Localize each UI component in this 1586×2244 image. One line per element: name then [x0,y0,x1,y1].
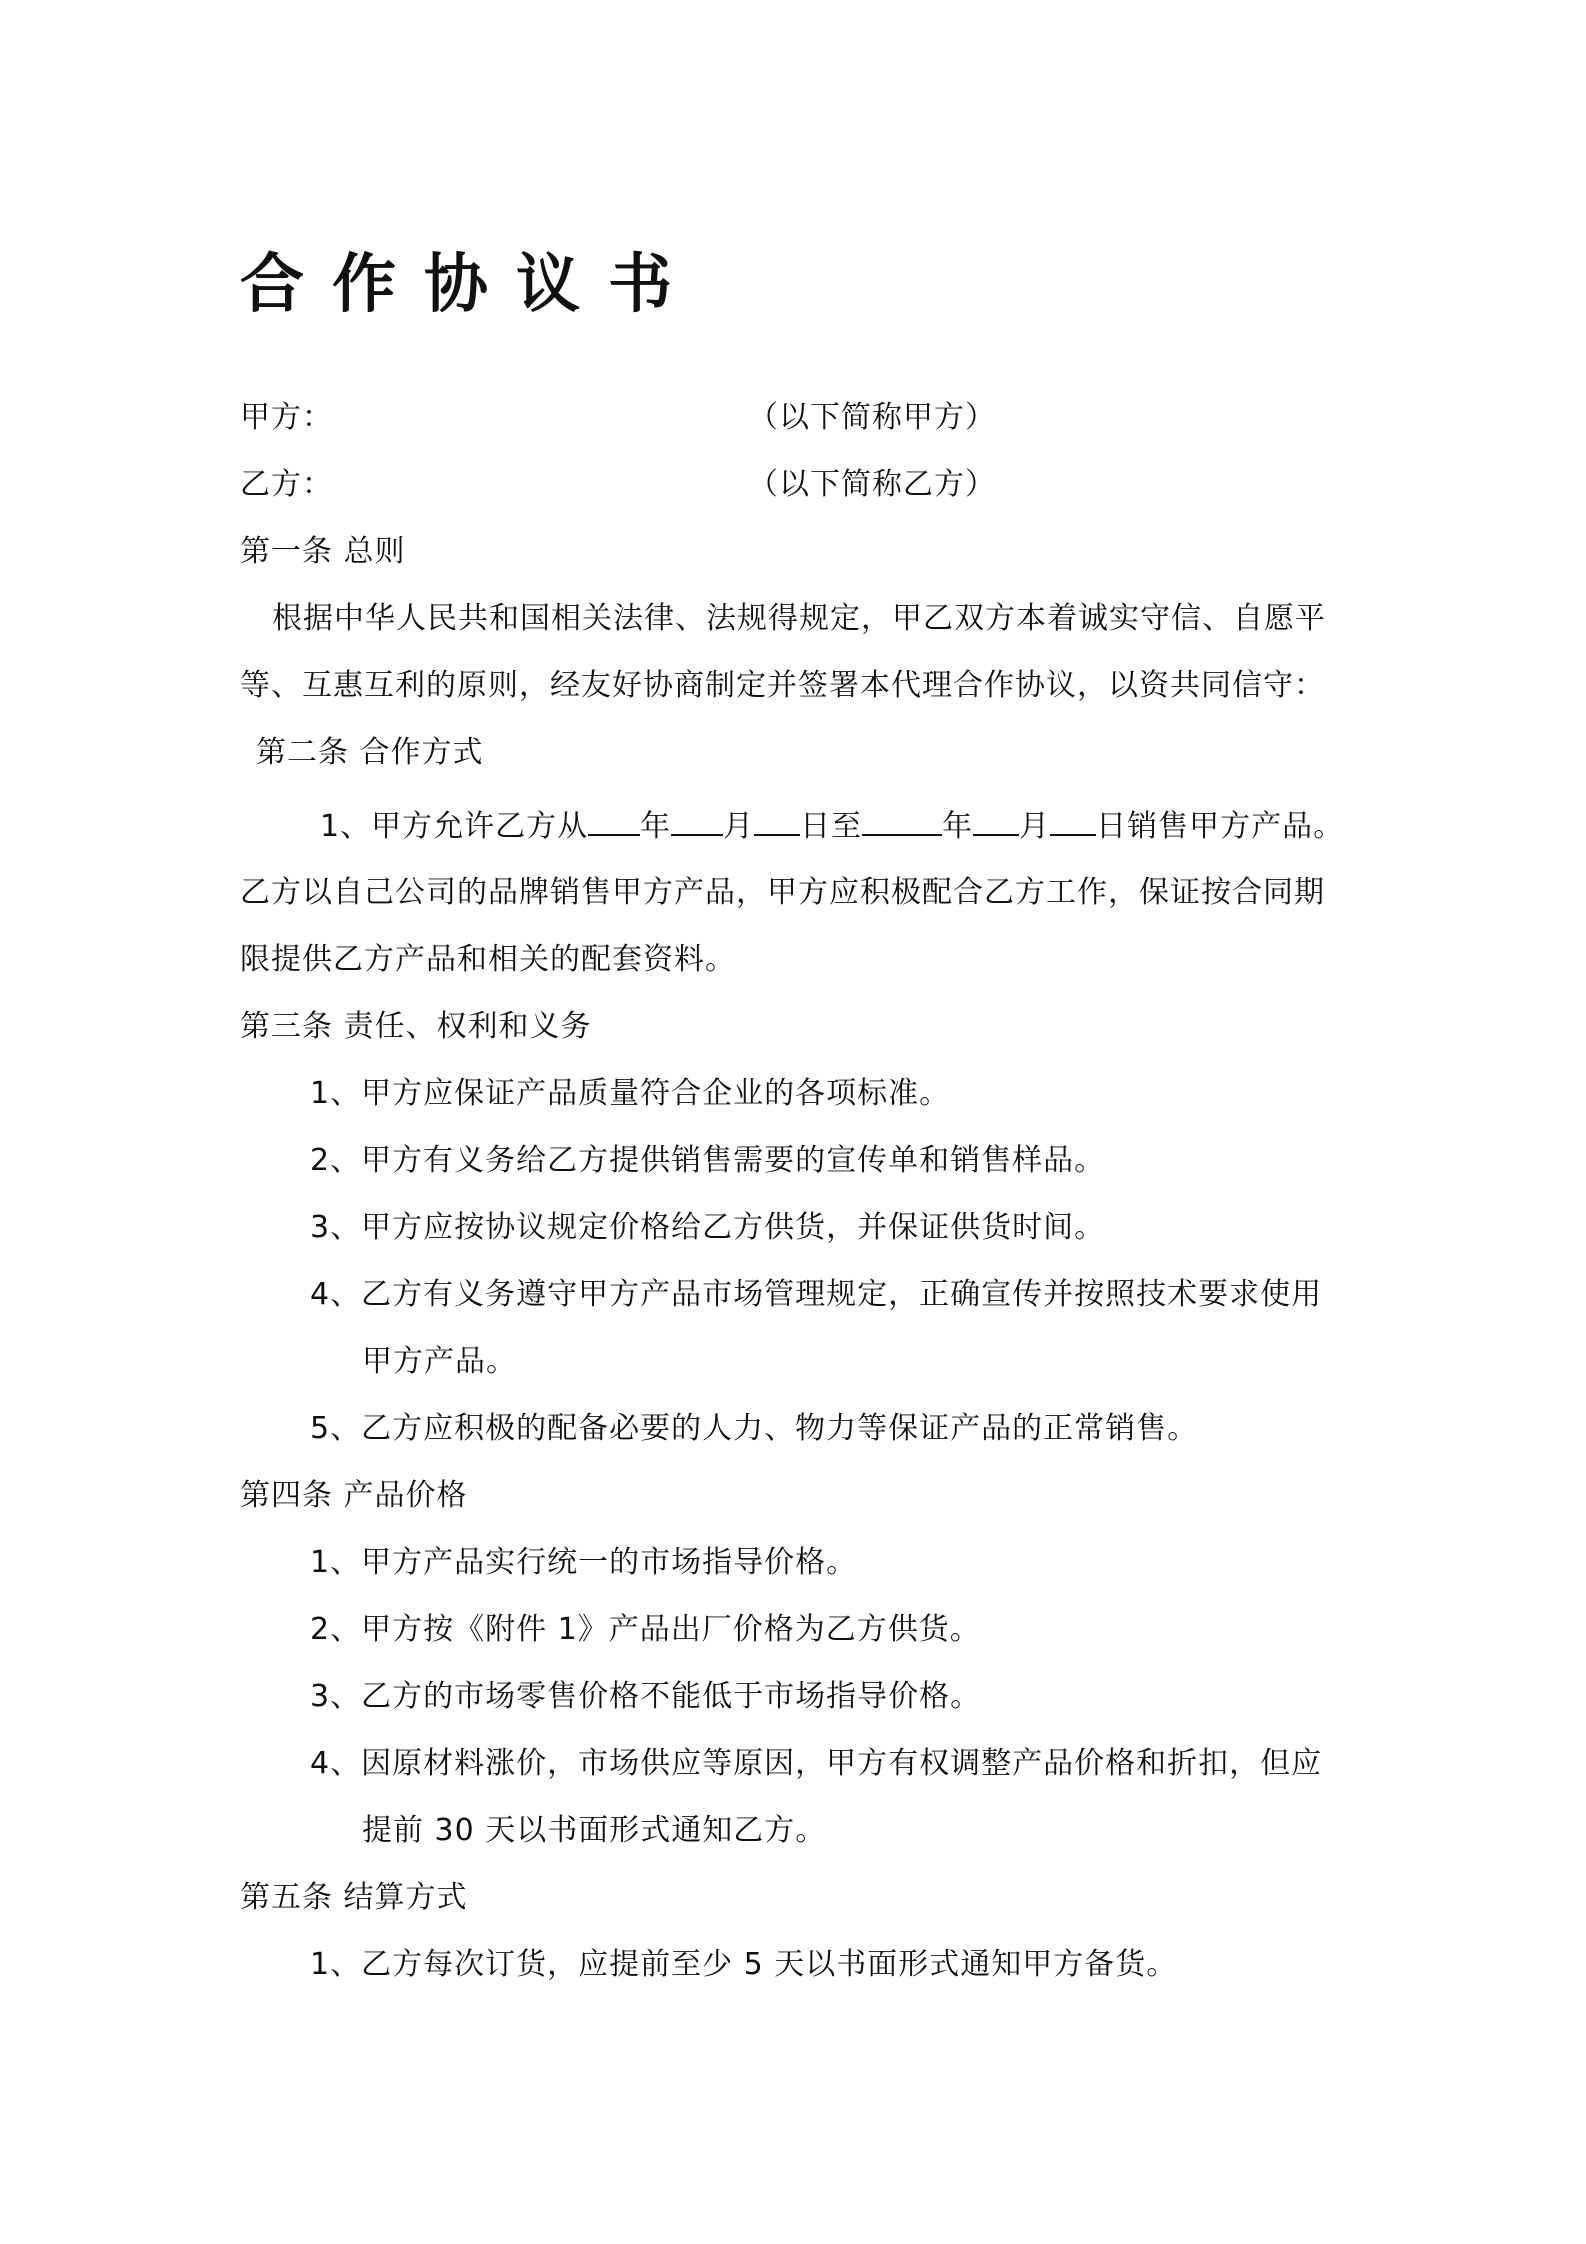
article4-item-4-cont: 提前 30 天以书面形式通知乙方。 [362,1813,827,1848]
article3-item-4-cont: 甲方产品。 [362,1344,517,1379]
party-a-label: 甲方： [240,400,333,435]
party-b-label: 乙方： [240,467,333,502]
article3-item-5: 5、乙方应积极的配备必要的人力、物力等保证产品的正常销售。 [310,1411,1199,1446]
month-label-2: 月 [1019,809,1051,844]
article3-heading: 第三条 责任、权利和义务 [240,1009,592,1044]
article2-heading: 第二条 合作方式 [256,735,484,770]
party-a-alias: （以下简称甲方） [748,400,996,435]
article5-heading: 第五条 结算方式 [240,1880,468,1915]
year-blank-1[interactable] [588,806,640,836]
article4-item-2: 2、甲方按《附件 1》产品出厂价格为乙方供货。 [310,1612,981,1647]
article4-item-4: 4、因原材料涨价，市场供应等原因，甲方有权调整产品价格和折扣，但应 [310,1746,1323,1781]
article4-heading: 第四条 产品价格 [240,1478,468,1513]
article3-item-2: 2、甲方有义务给乙方提供销售需要的宣传单和销售样品。 [310,1143,1106,1178]
article1-text-line1: 根据中华人民共和国相关法律、法规得规定，甲乙双方本着诚实守信、自愿平 [272,601,1326,636]
month-blank-2[interactable] [973,806,1019,836]
article5-item-1: 1、乙方每次订货，应提前至少 5 天以书面形式通知甲方备货。 [310,1947,1178,1982]
article2-item1-line3: 限提供乙方产品和相关的配套资料。 [240,942,736,977]
day-blank-1[interactable] [754,806,800,836]
article2-item1-prefix: 1、甲方允许乙方从 [320,809,589,844]
year-label-1: 年 [640,809,672,844]
article3-item-3: 3、甲方应按协议规定价格给乙方供货，并保证供货时间。 [310,1210,1106,1245]
year-label-2: 年 [942,809,974,844]
month-blank-1[interactable] [671,806,723,836]
month-label-1: 月 [723,809,755,844]
day-label-1: 日至 [800,809,863,844]
article2-item1-suffix: 日销售甲方产品。 [1096,809,1345,844]
article3-item-1: 1、甲方应保证产品质量符合企业的各项标准。 [310,1076,951,1111]
year-blank-2[interactable] [862,806,942,836]
article4-item-3: 3、乙方的市场零售价格不能低于市场指导价格。 [310,1679,982,1714]
article2-item1-line2: 乙方以自己公司的品牌销售甲方产品，甲方应积极配合乙方工作，保证按合同期 [240,875,1325,910]
party-b-alias: （以下简称乙方） [748,467,996,502]
article1-heading: 第一条 总则 [240,534,406,569]
article1-text-line2: 等、互惠互利的原则，经友好协商制定并签署本代理合作协议，以资共同信守： [240,668,1325,703]
article3-item-4: 4、乙方有义务遵守甲方产品市场管理规定，正确宣传并按照技术要求使用 [310,1277,1323,1312]
article2-item1-line1 [320,806,1344,847]
day-blank-2[interactable] [1050,806,1096,836]
document-title: 合作协议书 [240,248,700,322]
article4-item-1: 1、甲方产品实行统一的市场指导价格。 [310,1545,858,1580]
